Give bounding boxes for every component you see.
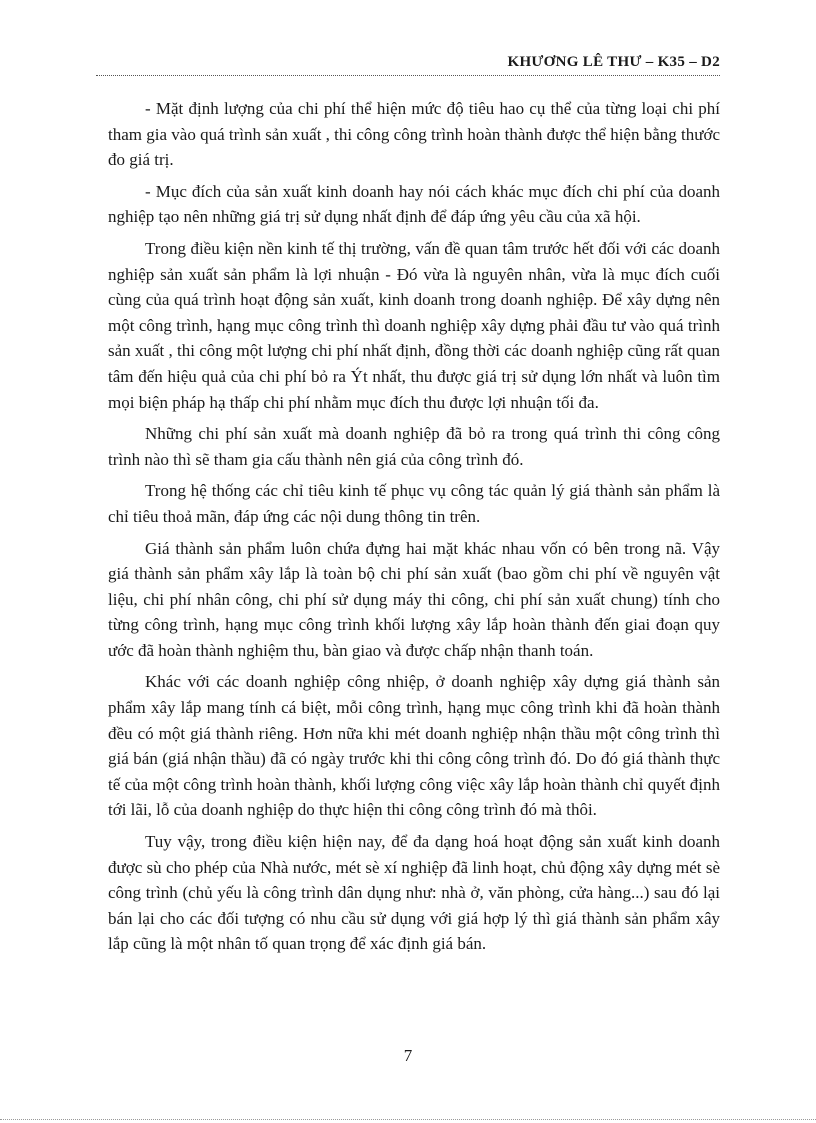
paragraph-1: - Mặt định lượng của chi phí thể hiện mức độ tiêu hao cụ thể của từng loại chi phí tham gia vào quá trình sản xuất , thi công công trình hoàn thành được thể hiện bằng thước đo giá trị.	[108, 99, 720, 170]
paragraph-5: Trong hệ thống các chỉ tiêu kinh tế phục vụ công tác quản lý giá thành sản phẩm là chỉ tiêu thoả mãn, đáp ứng các nội dung thông tin trên.	[108, 481, 720, 526]
paragraph-8: Tuy vậy, trong điều kiện hiện nay, để đa dạng hoá hoạt động sản xuất kinh doanh được sù cho phép của Nhà nước, mét sè xí nghiệp đã linh hoạt, chủ động xây dựng mét sè công trình (chủ yếu là công trình dân dụng như: nhà ở, văn phòng, cửa hàng...) sau đó lại bán lại cho các đối tượng có nhu cầu sử dụng với giá hợp lý thì giá thành sản phẩm xây lắp cũng là một nhân tố quan trọng để xác định giá bán.	[108, 832, 720, 954]
paragraph-6: Giá thành sản phẩm luôn chứa đựng hai mặt khác nhau vốn có bên trong nã. Vậy giá thành sản phẩm xây lắp là toàn bộ chi phí sản xuất (bao gồm chi phí về nguyên vật liệu, chi phí nhân công, chi phí sử dụng máy thi công, chi phí sản xuất chung) tính cho từng công trình, hạng mục công trình khối lượng xây lắp hoàn thành đến giai đoạn quy ước đã hoàn thành nghiệm thu, bàn giao và được chấp nhận thanh toán.	[108, 538, 720, 660]
running-header: KHƯƠNG LÊ THƯ – K35 – D2	[507, 54, 720, 70]
page-number: 7	[403, 1046, 413, 1065]
paragraph-2: - Mục đích của sản xuất kinh doanh hay nói cách khác mục đích chi phí của doanh nghiệp tạo nên những giá trị sử dụng nhất định để đáp ứng yêu cầu của xã hội.	[108, 181, 720, 227]
body-text	[108, 96, 720, 963]
paragraph-7: Khác với các doanh nghiệp công nhiệp, ở doanh nghiệp xây dựng giá thành sản phẩm xây lắp mang tính cá biệt, mỗi công trình, hạng mục công trình khi đã hoàn thành đều có một giá thành riêng. Hơn nữa khi mét doanh nghiệp nhận thầu một công trình thì giá bán (giá nhận thầu) đã có ngày trước khi thi công công trình đó. Do đó giá thành thực tế của một công trình hoàn thành, khối lượng công việc xây lắp hoàn thành chỉ quyết định tới lãi, lỗ của doanh nghiệp do thực hiện thi công công trình đó mà thôi.	[108, 672, 720, 820]
header-rule	[96, 75, 720, 76]
footer-rule	[0, 1119, 816, 1120]
paragraph-3: Trong điều kiện nền kinh tế thị trường, vấn đề quan tâm trước hết đối với các doanh nghiệp sản xuất sản phẩm là lợi nhuận - Đó vừa là nguyên nhân, vừa là mục đích cuối cùng của quá trình hoạt động sản xuất, kinh doanh trong doanh nghiệp. Để xây dựng nên một công trình, hạng mục công trình thì doanh nghiệp xây dựng phải đầu tư vào quá trình sản xuất , thi công một lượng chi phí nhất định, đồng thời các doanh nghiệp cũng rất quan tâm đến hiệu quả của chi phí bỏ ra Ýt nhất, thu được giá trị sử dụng lớn nhất và luôn tìm mọi biện pháp hạ thấp chi phí nhằm mục đích thu được lợi nhuận tối đa.	[108, 238, 720, 412]
paragraph-4: Những chi phí sản xuất mà doanh nghiệp đã bỏ ra trong quá trình thi công công trình nào thì sẽ tham gia cấu thành nên giá của công trình đó.	[108, 424, 720, 469]
